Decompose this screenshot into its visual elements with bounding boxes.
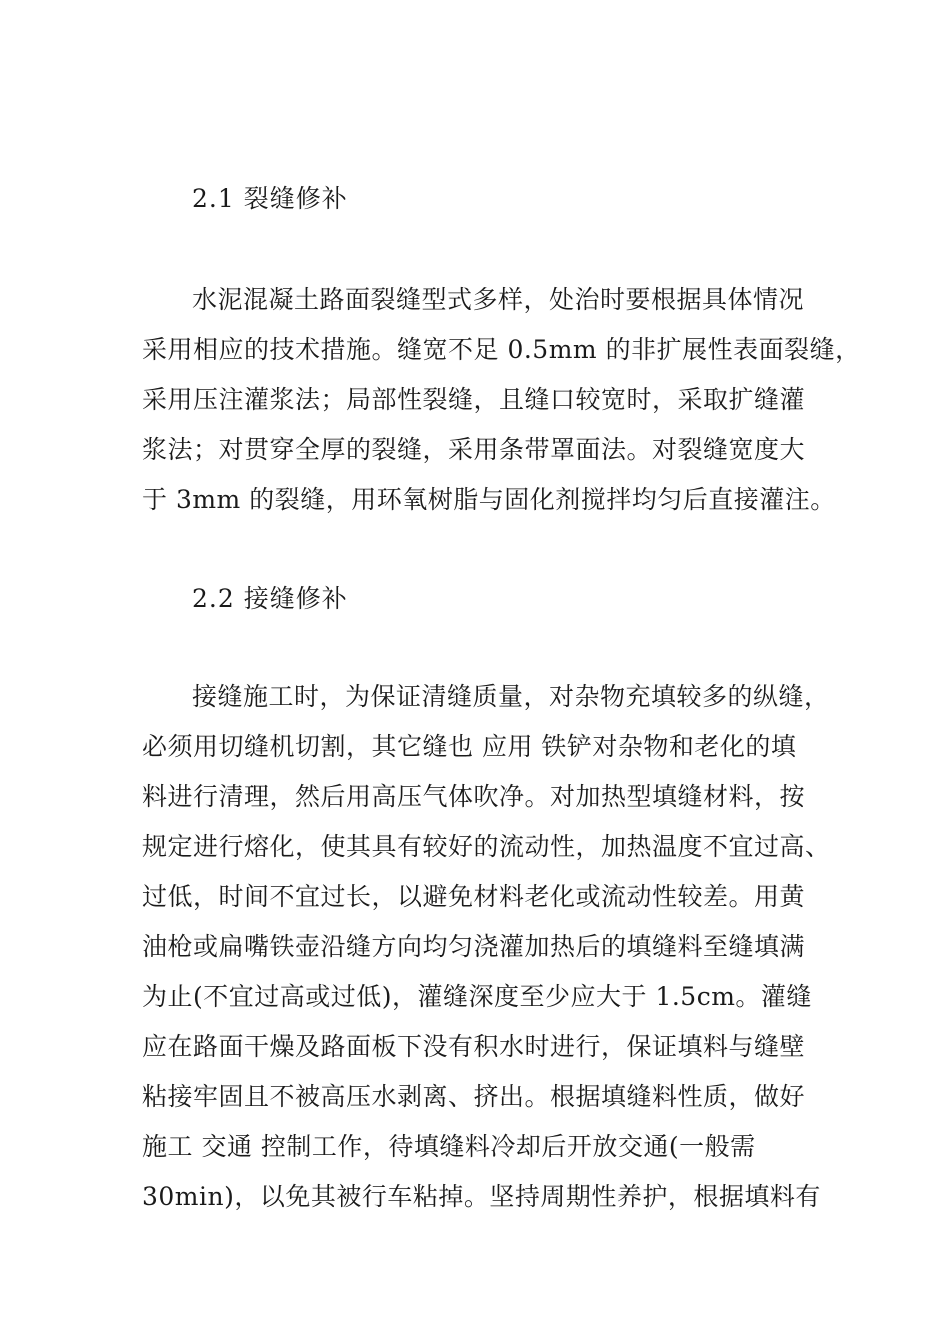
paragraph-line: 30min)，以免其被行车粘掉。坚持周期性养护，根据填料有 [142, 1182, 821, 1211]
paragraph-line: 施工 交通 控制工作，待填缝料冷却后开放交通(一般需 [142, 1132, 756, 1161]
paragraph-line: 接缝施工时，为保证清缝质量，对杂物充填较多的纵缝， [192, 682, 830, 711]
paragraph-line: 粘接牢固且不被高压水剥离、挤出。根据填缝料性质，做好 [142, 1082, 806, 1111]
paragraph-line: 料进行清理，然后用高压气体吹净。对加热型填缝材料，按 [142, 782, 806, 811]
paragraph-line: 过低，时间不宜过长，以避免材料老化或流动性较差。用黄 [142, 882, 806, 911]
paragraph-line: 采用相应的技术措施。缝宽不足 0.5mm 的非扩展性表面裂缝， [142, 335, 861, 364]
paragraph-line: 采用压注灌浆法；局部性裂缝，且缝口较宽时，采取扩缝灌 [142, 385, 806, 414]
paragraph-line: 应在路面干燥及路面板下没有积水时进行，保证填料与缝壁 [142, 1032, 806, 1061]
paragraph-crack-repair [142, 275, 861, 525]
paragraph-line: 水泥混凝土路面裂缝型式多样，处治时要根据具体情况 [192, 285, 805, 314]
section-heading-crack-repair: 2.1 裂缝修补 [192, 184, 348, 213]
paragraph-joint-repair [142, 672, 832, 1222]
paragraph-line: 规定进行熔化，使其具有较好的流动性，加热温度不宜过高、 [142, 832, 831, 861]
paragraph-line: 为止(不宜过高或过低)，灌缝深度至少应大于 1.5cm。灌缝 [142, 982, 812, 1011]
section-heading-joint-repair: 2.2 接缝修补 [192, 584, 348, 613]
paragraph-line: 于 3mm 的裂缝，用环氧树脂与固化剂搅拌均匀后直接灌注。 [142, 485, 836, 514]
paragraph-line: 必须用切缝机切割，其它缝也 应用 铁铲对杂物和老化的填 [142, 732, 797, 761]
paragraph-line: 浆法；对贯穿全厚的裂缝，采用条带罩面法。对裂缝宽度大 [142, 435, 806, 464]
paragraph-line: 油枪或扁嘴铁壶沿缝方向均匀浇灌加热后的填缝料至缝填满 [142, 932, 806, 961]
